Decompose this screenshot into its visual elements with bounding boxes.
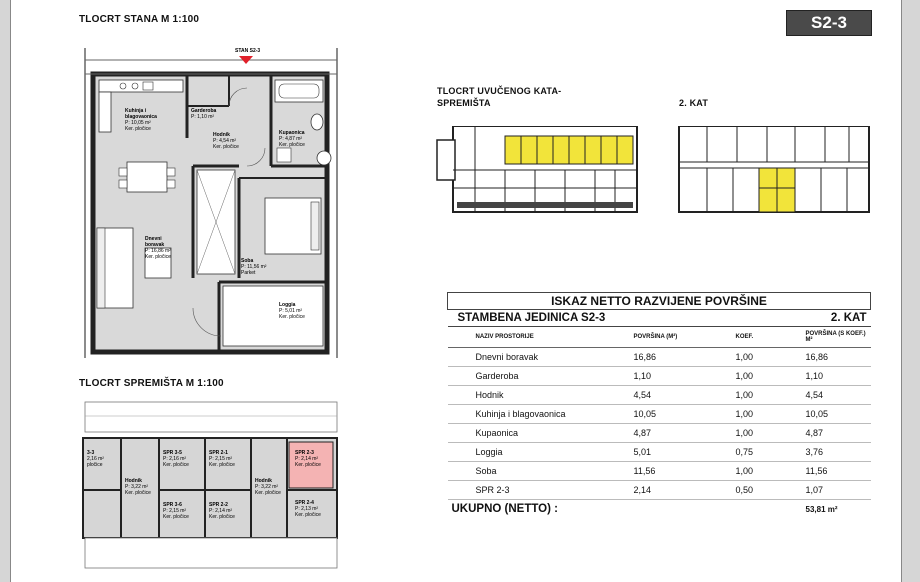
bath-floor: Ker. pločice: [279, 142, 305, 148]
room-total: 4,54: [802, 386, 871, 405]
bath-area: P: 4,87 m²: [279, 136, 303, 142]
col-coef-header: KOEF.: [732, 327, 802, 348]
kitchen-label: Kuhinja i: [125, 108, 147, 114]
storage-1-label: 3-3: [87, 450, 95, 456]
recessed-floor-title: TLOCRT UVUČENOG KATA-: [437, 86, 562, 96]
room-name: Garderoba: [448, 367, 630, 386]
room-coef: 1,00: [732, 367, 802, 386]
kitchen-area: P: 10,05 m²: [125, 120, 151, 126]
room-name: Dnevni boravak: [448, 348, 630, 367]
col-area-header: POVRŠINA (M²): [630, 327, 732, 348]
hall-1-area: P: 3,22 m²: [125, 484, 149, 490]
storage-2-label: SPR 3-5: [163, 450, 182, 456]
room-area: 4,54: [630, 386, 732, 405]
hall-1-label: Hodnik: [125, 478, 142, 484]
wardrobe-label: Garderoba: [191, 108, 217, 114]
storage-5-label: SPR 3-6: [163, 502, 182, 508]
living-floor: Ker. pločice: [145, 254, 171, 260]
storage-2-area: P: 2,16 m²: [163, 456, 187, 462]
room-coef: 1,00: [732, 386, 802, 405]
room-total: 16,86: [802, 348, 871, 367]
hall-label: Hodnik: [213, 132, 230, 138]
room-name: Kuhinja i blagovaonica: [448, 405, 630, 424]
storage-4-label: SPR 2-3: [295, 450, 314, 456]
room-name: Kupaonica: [448, 424, 630, 443]
floor-plan-title: TLOCRT STANA M 1:100: [79, 14, 200, 25]
table-row: [448, 443, 871, 462]
total-label: UKUPNO (NETTO) :: [451, 503, 558, 515]
room-area: 4,87: [630, 424, 732, 443]
living-label-2: boravak: [145, 242, 165, 248]
storage-4-area: P: 2,14 m²: [295, 456, 319, 462]
storage-6-label: SPR 2-2: [209, 502, 228, 508]
recessed-floor-key-plan: [435, 126, 645, 216]
table-row: [448, 424, 871, 443]
recessed-floor-title-2: SPREMIŠTA: [437, 98, 491, 108]
room-name: Soba: [448, 462, 630, 481]
storage-7-label: SPR 2-4: [295, 500, 314, 506]
storage-plan-title: TLOCRT SPREMIŠTA M 1:100: [79, 378, 224, 389]
table-row: [448, 481, 871, 500]
apartment-floor-plan: [79, 38, 343, 358]
storage-3-label: SPR 2-1: [209, 450, 228, 456]
room-name: Hodnik: [448, 386, 630, 405]
unit-name: STAMBENA JEDINICA S2-3: [448, 310, 802, 327]
col-room-header: NAZIV PROSTORIJE: [448, 327, 630, 348]
hall-2-area: P: 3,22 m²: [255, 484, 279, 490]
room-area: 10,05: [630, 405, 732, 424]
kitchen-floor: Ker. pločice: [125, 126, 151, 132]
table-row: [448, 405, 871, 424]
storage-6-area: P: 2,14 m²: [209, 508, 233, 514]
storage-2-floor: Ker. pločice: [163, 462, 189, 468]
second-floor-key-plan: [677, 126, 873, 216]
room-total: 10,05: [802, 405, 871, 424]
document-sheet: [10, 0, 902, 582]
storage-7-floor: Ker. pločice: [295, 512, 321, 518]
storage-4-floor: Ker. pločice: [295, 462, 321, 468]
room-total: 3,76: [802, 443, 871, 462]
col-total-header: POVRŠINA (S KOEF.) M²: [802, 327, 871, 348]
table-row: [448, 367, 871, 386]
kitchen-label-2: blagovaonica: [125, 114, 157, 120]
room-coef: 1,00: [732, 405, 802, 424]
room-name: Loggia: [448, 443, 630, 462]
storage-floor-plan: [79, 394, 343, 570]
living-area: P: 16,86 m²: [145, 248, 171, 254]
bath-label: Kupaonica: [279, 130, 305, 136]
entrance-label: STAN S2-3: [235, 48, 261, 54]
room-area: 2,14: [630, 481, 732, 500]
loggia-label: Loggia: [279, 302, 296, 308]
room-name: SPR 2-3: [448, 481, 630, 500]
living-label: Dnevni: [145, 236, 162, 242]
storage-3-area: P: 2,15 m²: [209, 456, 233, 462]
hall-1-floor: Ker. pločice: [125, 490, 151, 496]
hall-area: P: 4,54 m²: [213, 138, 237, 144]
room-area: 16,86: [630, 348, 732, 367]
bedroom-label: Soba: [241, 258, 254, 264]
table-row: [448, 462, 871, 481]
storage-1-floor: pločice: [87, 462, 103, 468]
room-area: 5,01: [630, 443, 732, 462]
unit-floor: 2. KAT: [802, 310, 871, 327]
room-coef: 0,75: [732, 443, 802, 462]
table-row: [448, 348, 871, 367]
bedroom-area: P: 11,56 m²: [241, 264, 267, 270]
storage-1-area: 2,16 m²: [87, 456, 104, 462]
hall-floor: Ker. pločice: [213, 144, 239, 150]
storage-7-area: P: 2,13 m²: [295, 506, 319, 512]
loggia-floor: Ker. pločice: [279, 314, 305, 320]
storage-6-floor: Ker. pločice: [209, 514, 235, 520]
room-coef: 0,50: [732, 481, 802, 500]
storage-3-floor: Ker. pločice: [209, 462, 235, 468]
room-total: 1,10: [802, 367, 871, 386]
hall-2-label: Hodnik: [255, 478, 272, 484]
storage-5-floor: Ker. pločice: [163, 514, 189, 520]
room-coef: 1,00: [732, 348, 802, 367]
storage-5-area: P: 2,15 m²: [163, 508, 187, 514]
loggia-area: P: 5,01 m²: [279, 308, 303, 314]
table-row: [448, 386, 871, 405]
room-total: 11,56: [802, 462, 871, 481]
hall-2-floor: Ker. pločice: [255, 490, 281, 496]
second-floor-title: 2. KAT: [679, 98, 709, 108]
table-title: ISKAZ NETTO RAZVIJENE POVRŠINE: [448, 293, 871, 310]
wardrobe-area: P: 1,10 m²: [191, 114, 215, 120]
area-table: [447, 292, 871, 518]
room-total: 4,87: [802, 424, 871, 443]
bedroom-floor: Parket: [241, 270, 256, 276]
total-value: 53,81 m²: [805, 504, 838, 514]
room-coef: 1,00: [732, 462, 802, 481]
room-coef: 1,00: [732, 424, 802, 443]
room-area: 1,10: [630, 367, 732, 386]
room-area: 11,56: [630, 462, 732, 481]
room-total: 1,07: [802, 481, 871, 500]
unit-badge: S2-3: [786, 10, 872, 36]
